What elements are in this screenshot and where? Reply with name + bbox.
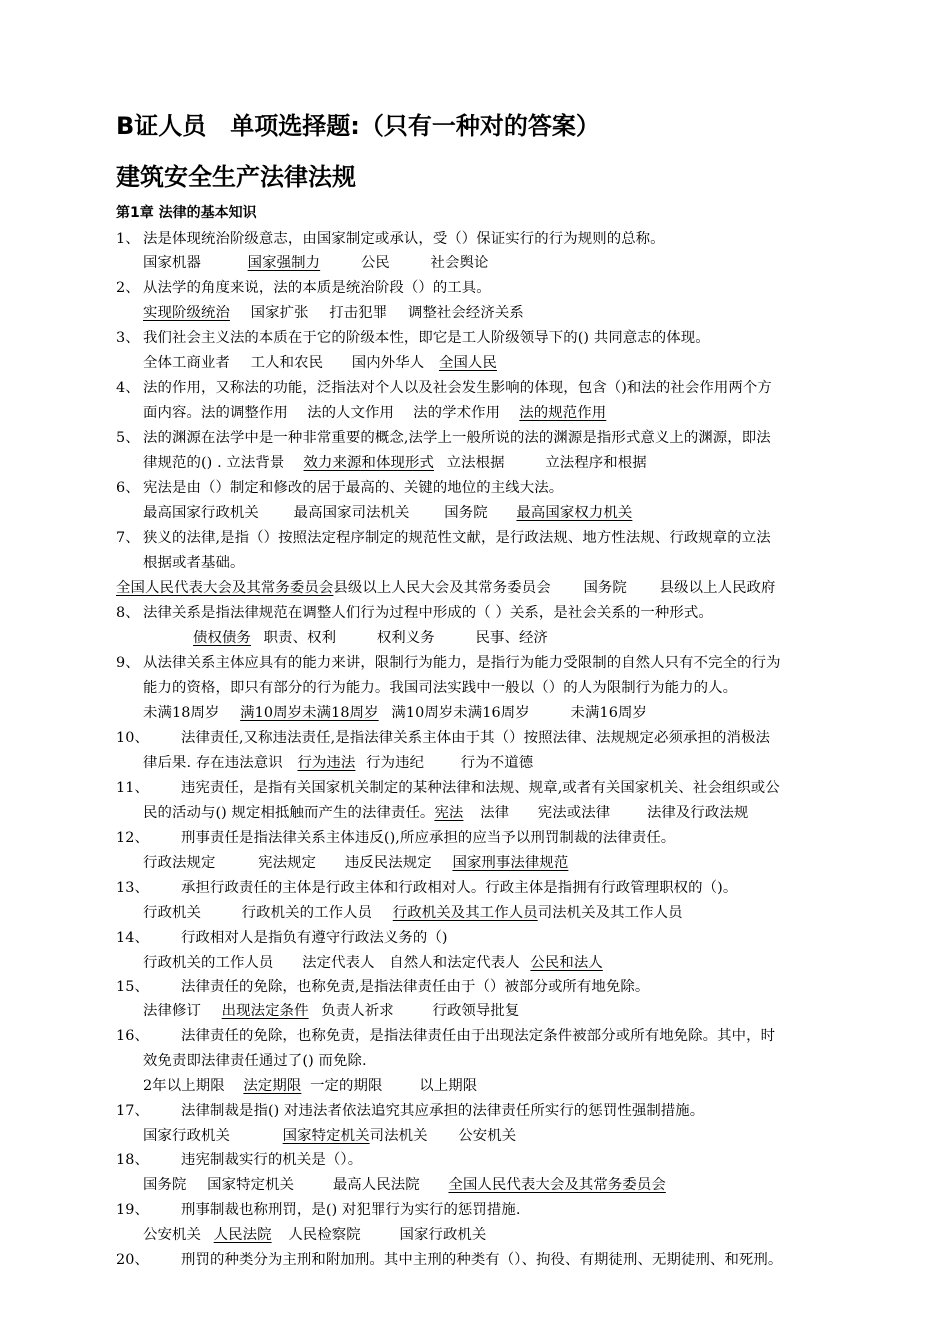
option: 国务院 (143, 1177, 187, 1193)
options-row (193, 626, 548, 647)
question-number: 10、 (116, 730, 150, 746)
option: 宪法规定 (258, 855, 317, 871)
question-stem-cont: 根据或者基础。 (143, 555, 245, 571)
question-stem-cont: 面内容。法的调整作用 法的人文作用 法的学术作用 法的规范作用 (143, 405, 607, 421)
option: 国内外华人 (351, 355, 425, 371)
question-stem: 从法律关系主体应具有的能力来讲，限制行为能力，是指行为能力受限制的自然人只有不完全的行为 (143, 655, 781, 671)
option: 法定代表人 (302, 955, 375, 971)
options-row (143, 851, 568, 872)
question-stem-cont: 律后果. 存在违法意识 行为违法 行为违纪 行为不道德 (143, 755, 534, 771)
option: 行政领导批复 (432, 1003, 520, 1019)
option-answer: 全国人民 (438, 355, 497, 371)
option-answer: 宪法 (434, 805, 464, 821)
options-row (143, 1223, 486, 1244)
option-answer: 国家强制力 (247, 255, 321, 271)
question-number: 13、 (116, 880, 150, 896)
question-number: 11、 (116, 780, 150, 796)
option: 最高国家司法机关 (293, 505, 410, 521)
option-answer: 满10周岁未满18周岁 (240, 705, 379, 721)
question-stem: 法律责任的免除，也称免责，是指法律责任由于出现法定条件被部分或所有地免除。其中，时 (181, 1028, 776, 1044)
option: 最高人民法院 (332, 1177, 420, 1193)
question-number: 6、 (116, 480, 140, 496)
option-answer: 法的规范作用 (519, 405, 607, 421)
question-number: 5、 (116, 430, 140, 446)
options-row (143, 999, 519, 1020)
question-number: 20、 (116, 1252, 150, 1268)
option-answer: 债权债务 (193, 630, 251, 646)
option: 负责人祈求 (321, 1003, 394, 1019)
question-number: 16、 (116, 1028, 150, 1044)
option: 国家扩张 (250, 305, 309, 321)
option: 2年以上期限 (143, 1078, 225, 1094)
option: 立法程序和根据 (545, 455, 647, 471)
option-answer: 国家刑事法律规范 (452, 855, 569, 871)
option: 打击犯罪 (329, 305, 388, 321)
option: 县级以上人民政府 (659, 580, 776, 596)
option: 民事、经济 (475, 630, 548, 646)
question-stem: 法律关系是指法律规范在调整人们行为过程中形成的（ ）关系，是社会关系的一种形式。 (143, 605, 713, 621)
options-row (143, 501, 632, 522)
option: 调整社会经济关系 (407, 305, 524, 321)
document-heading: B证人员 单项选择题:（只有一种对的答案） (116, 112, 600, 140)
question-stem: 狭义的法律,是指（）按照法定程序制定的规范性文献，是行政法规、地方性法规、行政规章的立法 (143, 530, 771, 546)
option: 行政机关的工作人员 (241, 905, 373, 921)
question-stem: 法律责任的免除，也称免责,是指法律责任由于（）被部分或所有地免除。 (181, 979, 650, 995)
question-number: 14、 (116, 930, 150, 946)
question-number: 2、 (116, 280, 140, 296)
option: 公安机关 (143, 1227, 201, 1243)
option-answer: 法定期限 (243, 1078, 302, 1094)
option: 行政机关的工作人员 (143, 955, 274, 971)
option-answer: 实现阶级统治 (143, 305, 230, 321)
question-number: 15、 (116, 979, 150, 995)
question-number: 17、 (116, 1103, 150, 1119)
option: 未满18周岁 (143, 705, 220, 721)
question-number: 4、 (116, 380, 140, 396)
question-stem: 违宪责任，是指有关国家机关制定的某种法律和法规、规章,或者有关国家机关、社会组织或公 (181, 780, 780, 796)
chapter-title: 第1章 法律的基本知识 (116, 205, 257, 221)
question-number: 7、 (116, 530, 140, 546)
question-number: 8、 (116, 605, 140, 621)
question-stem: 法的渊源在法学中是一种非常重要的概念,法学上一般所说的法的渊源是指形式意义上的渊源，即法 (143, 430, 771, 446)
option: 全体工商业者 (143, 355, 230, 371)
option: 法律修订 (143, 1003, 201, 1019)
option: 职责、权利 (263, 630, 337, 646)
option: 满10周岁未满16周岁 (391, 705, 530, 721)
option-answer: 效力来源和体现形式 (303, 455, 434, 471)
option: 最高国家行政机关 (143, 505, 259, 521)
option: 自然人和法定代表人 (389, 955, 520, 971)
question-number: 18、 (116, 1152, 150, 1168)
option: 法律及行政法规 (646, 805, 749, 821)
question-number: 9、 (116, 655, 140, 671)
option-answer: 出现法定条件 (221, 1003, 309, 1019)
question-stem: 违宪制裁实行的机关是（）。 (181, 1152, 363, 1168)
options-row (143, 1173, 666, 1194)
option: 国家机器 (143, 255, 201, 271)
option: 立法根据 (446, 455, 505, 471)
option: 国家行政机关 (143, 1128, 230, 1144)
options-row (143, 351, 497, 372)
question-stem: 刑事责任是指法律关系主体违反(),所应承担的应当予以刑罚制裁的法律责任。 (181, 830, 676, 846)
option: 未满16周岁 (570, 705, 647, 721)
options-row (143, 701, 647, 722)
question-stem: 宪法是由（）制定和修改的居于最高的、关键的地位的主线大法。 (143, 480, 564, 496)
options-row (116, 576, 776, 597)
option: 国务院 (444, 505, 488, 521)
question-stem-cont: 效免责即法律责任通过了() 而免除. (143, 1053, 367, 1069)
option: 一定的期限 (310, 1078, 383, 1094)
question-stem-cont: 能力的资格，即只有部分的行为能力。我国司法实践中一般以（）的人为限制行为能力的人。 (143, 680, 738, 696)
option: 行为违纪 (366, 755, 425, 771)
option: 法律 (480, 805, 510, 821)
question-stem: 行政相对人是指负有遵守行政法义务的（) (181, 930, 448, 946)
options-row (143, 301, 524, 322)
option-answer: 公民和法人 (530, 955, 603, 971)
question-stem: 我们社会主义法的本质在于它的阶级本性，即它是工人阶级领导下的() 共同意志的体现。 (143, 330, 710, 346)
option: 公民 (360, 255, 390, 271)
question-stem: 从法学的角度来说，法的本质是统治阶段（）的工具。 (143, 280, 491, 296)
option-answer: 最高国家权力机关 (516, 505, 633, 521)
options-row (143, 1074, 477, 1095)
option-answer: 国家特定机关 (282, 1128, 370, 1144)
option: 行政机关 (143, 905, 201, 921)
question-stem: 承担行政责任的主体是行政主体和行政相对人。行政主体是指拥有行政管理职权的（)。 (181, 880, 738, 896)
option: 以上期限 (419, 1078, 478, 1094)
option: 行为不道德 (460, 755, 534, 771)
options-row (143, 901, 683, 922)
question-stem: 法律责任,又称违法责任,是指法律关系主体由于其（）按照法律、法规规定必须承担的消极法 (181, 730, 770, 746)
option: 县级以上人民大会及其常务委员会 (333, 580, 551, 596)
question-number: 12、 (116, 830, 150, 846)
option: 宪法或法律 (537, 805, 611, 821)
question-stem: 刑罚的种类分为主刑和附加刑。其中主刑的种类有（）、拘役、有期徒刑、无期徒刑、和死刑。 (181, 1252, 783, 1268)
option: 国家行政机关 (399, 1227, 487, 1243)
option: 国务院 (583, 580, 627, 596)
option: 违反民法规定 (344, 855, 432, 871)
option-answer: 行政机关及其工作人员 (392, 905, 538, 921)
option: 人民检察院 (288, 1227, 361, 1243)
options-row (143, 251, 488, 272)
question-stem-cont: 律规范的() . 立法背景 效力来源和体现形式 立法根据 立法程序和根据 (143, 455, 647, 471)
subject-title: 建筑安全生产法律法规 (116, 163, 356, 191)
question-number: 3、 (116, 330, 140, 346)
question-stem: 法律制裁是指() 对违法者依法追究其应承担的法律责任所实行的惩罚性强制措施。 (181, 1103, 705, 1119)
option: 公安机关 (458, 1128, 517, 1144)
question-stem-cont: 民的活动与() 规定相抵触而产生的法律责任。宪法 法律 宪法或法律 法律及行政法规 (143, 805, 749, 821)
question-stem: 法的作用，又称法的功能，泛指法对个人以及社会发生影响的体现，包含（)和法的社会作用两个方 (143, 380, 772, 396)
options-row (143, 1124, 516, 1145)
option-answer: 人民法院 (213, 1227, 272, 1243)
question-number: 1、 (116, 231, 140, 247)
option: 司法机关 (369, 1128, 428, 1144)
options-row (143, 951, 603, 972)
option: 社会舆论 (430, 255, 489, 271)
option: 国家特定机关 (207, 1177, 295, 1193)
question-number: 19、 (116, 1202, 150, 1218)
option: 权利义务 (376, 630, 435, 646)
option-answer: 全国人民代表大会及其常务委员会 (448, 1177, 666, 1193)
option: 工人和农民 (250, 355, 324, 371)
option: 行政法规定 (143, 855, 216, 871)
question-stem: 刑事制裁也称刑罚，是() 对犯罪行为实行的惩罚措施. (181, 1202, 521, 1218)
option-answer: 行为违法 (297, 755, 356, 771)
option-answer: 全国人民代表大会及其常务委员会 (116, 580, 334, 596)
question-stem: 法是体现统治阶级意志，由国家制定或承认，受（）保证实行的行为规则的总称。 (143, 231, 665, 247)
option: 司法机关及其工作人员 (537, 905, 683, 921)
